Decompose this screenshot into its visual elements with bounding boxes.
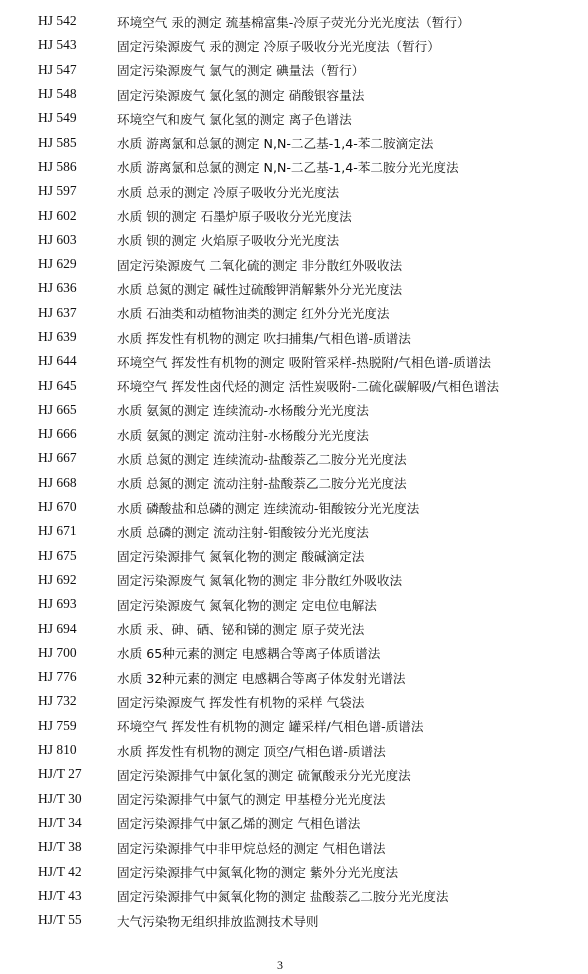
standard-row (0, 665, 588, 689)
standard-code: HJ/T 42 (38, 863, 82, 879)
standard-title: 水质 总氮的测定 连续流动-盐酸萘乙二胺分光光度法 (117, 451, 407, 467)
standard-row (0, 616, 588, 640)
standard-row (0, 592, 588, 616)
standard-title: 水质 石油类和动植物油类的测定 红外分光光度法 (117, 306, 390, 322)
standard-title: 水质 游离氯和总氯的测定 N,N-二乙基-1,4-苯二胺滴定法 (117, 136, 434, 152)
standard-code: HJ 543 (38, 37, 77, 53)
standard-row (0, 301, 588, 325)
standard-row (0, 738, 588, 762)
standard-code: HJ 692 (38, 571, 77, 587)
standard-title: 水质 汞、砷、硒、铋和锑的测定 原子荧光法 (117, 622, 365, 638)
standard-row (0, 884, 588, 908)
standard-row (0, 325, 588, 349)
standard-title: 固定污染源排气 氮氧化物的测定 酸碱滴定法 (117, 549, 365, 565)
standard-row (0, 349, 588, 373)
standard-title: 水质 钡的测定 火焰原子吸收分光光度法 (117, 233, 340, 249)
standard-title: 水质 总汞的测定 冷原子吸收分光光度法 (117, 184, 340, 200)
standard-title: 水质 总氮的测定 流动注射-盐酸萘乙二胺分光光度法 (117, 476, 407, 492)
standard-row (0, 641, 588, 665)
standard-title: 环境空气 汞的测定 巯基棉富集-冷原子荧光分光光度法（暂行） (117, 14, 470, 30)
standard-title: 固定污染源排气中氮氧化物的测定 盐酸萘乙二胺分光光度法 (117, 889, 449, 905)
standard-code: HJ 547 (38, 61, 77, 77)
standard-row (0, 203, 588, 227)
standards-list (0, 9, 588, 932)
standard-title: 固定污染源废气 挥发性有机物的采样 气袋法 (117, 694, 365, 710)
standard-title: 水质 游离氯和总氯的测定 N,N-二乙基-1,4-苯二胺分光光度法 (117, 160, 459, 176)
standard-row (0, 544, 588, 568)
standard-code: HJ 597 (38, 183, 77, 199)
standard-row (0, 689, 588, 713)
standard-title: 环境空气 挥发性卤代烃的测定 活性炭吸附-二硫化碳解吸/气相色谱法 (117, 379, 500, 395)
standard-title: 水质 钡的测定 石墨炉原子吸收分光光度法 (117, 209, 352, 225)
standard-row (0, 811, 588, 835)
standard-title: 固定污染源废气 汞的测定 冷原子吸收分光光度法（暂行） (117, 38, 440, 54)
standard-row (0, 495, 588, 519)
standard-title: 固定污染源废气 二氧化硫的测定 非分散红外吸收法 (117, 257, 403, 273)
standard-row (0, 859, 588, 883)
standard-code: HJ/T 43 (38, 887, 82, 903)
standard-title: 环境空气 挥发性有机物的测定 罐采样/气相色谱-质谱法 (117, 719, 424, 735)
standard-row (0, 908, 588, 932)
standard-code: HJ 637 (38, 304, 77, 320)
standard-code: HJ 549 (38, 110, 77, 126)
standard-title: 固定污染源废气 氮氧化物的测定 定电位电解法 (117, 597, 377, 613)
standard-code: HJ 671 (38, 523, 77, 539)
standard-title: 水质 总氮的测定 碱性过硫酸钾消解紫外分光光度法 (117, 281, 403, 297)
standard-row (0, 9, 588, 33)
standard-code: HJ 693 (38, 596, 77, 612)
standard-title: 水质 挥发性有机物的测定 顶空/气相色谱-质谱法 (117, 743, 386, 759)
standard-row (0, 276, 588, 300)
standard-code: HJ/T 27 (38, 766, 82, 782)
standard-code: HJ 700 (38, 644, 77, 660)
standard-code: HJ 810 (38, 742, 77, 758)
standard-code: HJ 667 (38, 450, 77, 466)
standard-row (0, 398, 588, 422)
standard-code: HJ 644 (38, 353, 77, 369)
standard-title: 固定污染源排气中非甲烷总烃的测定 气相色谱法 (117, 840, 386, 856)
standard-code: HJ 666 (38, 426, 77, 442)
standard-title: 环境空气和废气 氯化氢的测定 离子色谱法 (117, 111, 352, 127)
standard-title: 固定污染源废气 氮氧化物的测定 非分散红外吸收法 (117, 573, 403, 589)
standard-title: 固定污染源排气中氮氧化物的测定 紫外分光光度法 (117, 865, 399, 881)
standard-code: HJ 665 (38, 401, 77, 417)
standard-code: HJ 759 (38, 717, 77, 733)
standard-title: 环境空气 挥发性有机物的测定 吸附管采样-热脱附/气相色谱-质谱法 (117, 354, 491, 370)
standard-code: HJ 542 (38, 13, 77, 29)
standard-code: HJ 732 (38, 693, 77, 709)
standard-row (0, 106, 588, 130)
standard-code: HJ 602 (38, 207, 77, 223)
standard-row (0, 179, 588, 203)
standard-code: HJ 670 (38, 499, 77, 515)
standard-code: HJ/T 38 (38, 839, 82, 855)
standard-title: 固定污染源废气 氯气的测定 碘量法（暂行） (117, 63, 365, 79)
standard-row (0, 714, 588, 738)
standard-code: HJ/T 55 (38, 912, 82, 928)
standard-code: HJ 639 (38, 329, 77, 344)
standard-code: HJ 586 (38, 158, 77, 174)
standard-title: 固定污染源废气 氯化氢的测定 硝酸银容量法 (117, 87, 365, 103)
standard-code: HJ 636 (38, 280, 77, 296)
standard-title: 大气污染物无组织排放监测技术导则 (117, 913, 319, 929)
standard-title: 水质 总磷的测定 流动注射-钼酸铵分光光度法 (117, 524, 369, 540)
standard-row (0, 228, 588, 252)
standard-row (0, 82, 588, 106)
standard-code: HJ/T 34 (38, 814, 82, 830)
standard-code: HJ 645 (38, 377, 77, 393)
standard-title: 水质 氨氮的测定 连续流动-水杨酸分光光度法 (117, 403, 369, 419)
standard-row (0, 422, 588, 446)
standard-row (0, 373, 588, 397)
standard-code: HJ 776 (38, 669, 77, 685)
standard-row (0, 471, 588, 495)
standard-title: 固定污染源排气中氯乙烯的测定 气相色谱法 (117, 816, 361, 832)
standard-code: HJ 629 (38, 256, 77, 272)
standard-row (0, 519, 588, 543)
standard-row (0, 58, 588, 82)
standard-code: HJ 668 (38, 474, 77, 490)
standard-code: HJ 585 (38, 134, 77, 150)
standard-code: HJ/T 30 (38, 790, 82, 806)
standard-row (0, 33, 588, 57)
standard-row (0, 568, 588, 592)
standard-row (0, 787, 588, 811)
standard-title: 水质 挥发性有机物的测定 吹扫捕集/气相色谱-质谱法 (117, 330, 411, 346)
page-number: 3 (277, 958, 283, 972)
standard-title: 水质 32种元素的测定 电感耦合等离子体发射光谱法 (117, 670, 406, 686)
standard-row (0, 130, 588, 154)
standard-row (0, 762, 588, 786)
standard-title: 水质 磷酸盐和总磷的测定 连续流动-钼酸铵分光光度法 (117, 500, 420, 516)
standard-title: 固定污染源排气中氯化氢的测定 硫氰酸汞分光光度法 (117, 767, 411, 783)
standard-row (0, 155, 588, 179)
standard-code: HJ 675 (38, 547, 77, 563)
standard-title: 水质 氨氮的测定 流动注射-水杨酸分光光度法 (117, 427, 369, 443)
standard-code: HJ 548 (38, 86, 77, 102)
standard-title: 固定污染源排气中氯气的测定 甲基橙分光光度法 (117, 792, 386, 808)
standard-row (0, 446, 588, 470)
standard-row (0, 252, 588, 276)
standard-title: 水质 65种元素的测定 电感耦合等离子体质谱法 (117, 646, 381, 662)
standard-row (0, 835, 588, 859)
standard-code: HJ 694 (38, 620, 77, 636)
standard-code: HJ 603 (38, 231, 77, 247)
